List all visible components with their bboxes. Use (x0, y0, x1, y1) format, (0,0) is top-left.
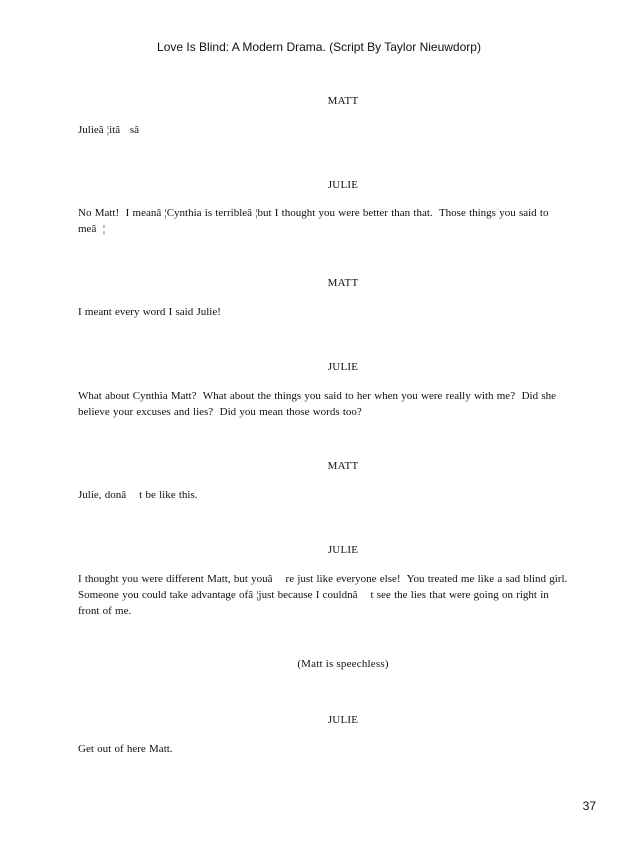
speaker-name: JULIE (327, 179, 359, 191)
dialogue-line: No Matt! I meanâ ¦Cynthia is terribleâ ¦but I thought you were better than that. Those things you said to meâ ¦ (78, 207, 549, 235)
stage-direction: (Matt is speechless) (297, 658, 389, 670)
dialogue-line: Get out of here Matt. (78, 743, 173, 755)
speaker-name: JULIE (327, 714, 359, 726)
dialogue-line: I meant every word I said Julie! (78, 306, 221, 318)
speaker-name: MATT (327, 277, 359, 289)
dialogue-line: I thought you were different Matt, but youâ re just like everyone else! You treated me like a sad blind girl. Someone you could take advantage ofâ ¦just because I couldnâ t see the lies that were going on right in front of me. (78, 573, 568, 617)
speaker-name: JULIE (327, 544, 359, 556)
speaker-name: MATT (327, 95, 359, 107)
dialogue-line: Julieâ ¦itâ sâ (78, 124, 140, 136)
speaker-name: MATT (327, 460, 359, 472)
dialogue-line: What about Cynthia Matt? What about the things you said to her when you were really with me? Did she believe your excuses and lies? Did you mean those words too? (78, 390, 556, 418)
page-number: 37 (582, 799, 596, 813)
page-header-title: Love Is Blind: A Modern Drama. (Script By Taylor Nieuwdorp) (157, 40, 481, 54)
dialogue-line: Julie, donâ t be like this. (78, 489, 198, 501)
speaker-name: JULIE (327, 361, 359, 373)
